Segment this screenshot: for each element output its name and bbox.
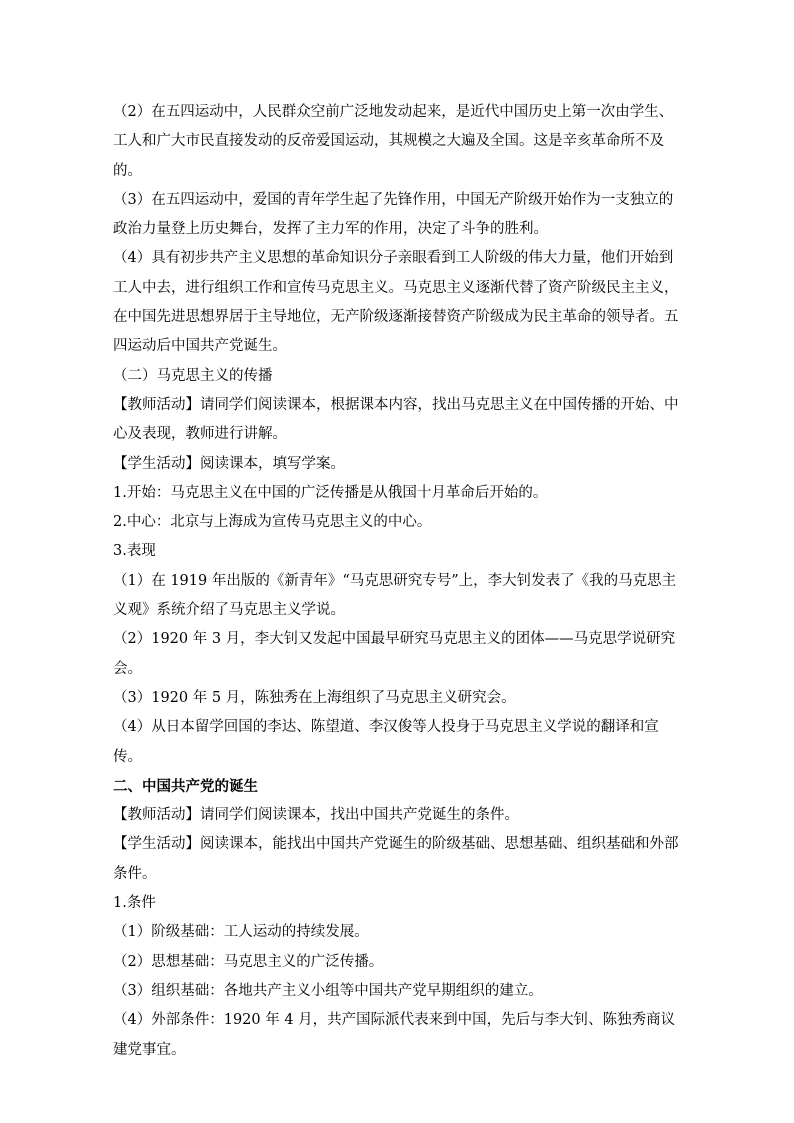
paragraph-wusi-masses: （2）在五四运动中，人民群众空前广泛地发动起来，是近代中国历史上第一次由学生、工人和广大市民直接发动的反帝爱国运动，其规模之大遍及全国。这是辛亥革命所不及的。	[113, 104, 674, 179]
paragraph-condition-class: （1）阶级基础：工人运动的持续发展。	[113, 924, 369, 941]
document-page	[113, 98, 681, 1065]
paragraph-wusi-intellectuals: （4）具有初步共产主义思想的革命知识分子亲眼看到工人阶级的伟大力量，他们开始到工人中去，进行组织工作和宣传马克思主义。马克思主义逐渐代替了资产阶级民主主义，在中国先进思想界居于主导地位，无产阶级逐渐接替资产阶级成为民主革命的领导者。五四运动后中国共产党诞生。	[113, 250, 679, 355]
paragraph-conditions: 1.条件	[113, 895, 156, 912]
section-heading-party-birth: 二、中国共产党的诞生	[113, 777, 258, 795]
paragraph-condition-ideology: （2）思想基础：马克思主义的广泛传播。	[113, 953, 384, 970]
paragraph-manifestation-2: （2）1920 年 3 月，李大钊又发起中国最早研究马克思主义的团体——马克思学说研究会。	[113, 631, 676, 677]
paragraph-spread-manifestation: 3.表现	[113, 543, 156, 560]
paragraph-student-activity-1: 【学生活动】阅读课本，填写学案。	[113, 455, 345, 472]
paragraph-manifestation-1: （1）在 1919 年出版的《新青年》“马克思研究专号”上，李大钊发表了《我的马克思主义观》系统介绍了马克思主义学说。	[113, 572, 677, 619]
paragraph-student-activity-2: 【学生活动】阅读课本，能找出中国共产党诞生的阶级基础、思想基础、组织基础和外部条件。	[113, 836, 679, 882]
paragraph-condition-organization: （3）组织基础：各地共产主义小组等中国共产党早期组织的建立。	[113, 982, 543, 999]
paragraph-spread-start: 1.开始：马克思主义在中国的广泛传播是从俄国十月革命后开始的。	[113, 484, 548, 501]
paragraph-condition-external: （4）外部条件：1920 年 4 月，共产国际派代表来到中国，先后与李大钊、陈独秀商议建党事宜。	[113, 1012, 676, 1058]
paragraph-manifestation-3: （3）1920 年 5 月，陈独秀在上海组织了马克思主义研究会。	[113, 689, 516, 706]
paragraph-wusi-students: （3）在五四运动中，爱国的青年学生起了先锋作用，中国无产阶级开始作为一支独立的政治力量登上历史舞台，发挥了主力军的作用，决定了斗争的胜利。	[113, 191, 674, 238]
paragraph-teacher-activity-2: 【教师活动】请同学们阅读课本，找出中国共产党诞生的条件。	[113, 807, 519, 824]
paragraph-teacher-activity-1: 【教师活动】请同学们阅读课本，根据课本内容，找出马克思主义在中国传播的开始、中心及表现，教师进行讲解。	[113, 396, 679, 443]
paragraph-spread-center: 2.中心：北京与上海成为宣传马克思主义的中心。	[113, 514, 432, 531]
section-heading-marxism-spread: （二）马克思主义的传播	[113, 367, 273, 384]
paragraph-manifestation-4: （4）从日本留学回国的李达、陈望道、李汉俊等人投身于马克思主义学说的翻译和宣传。	[113, 719, 659, 765]
